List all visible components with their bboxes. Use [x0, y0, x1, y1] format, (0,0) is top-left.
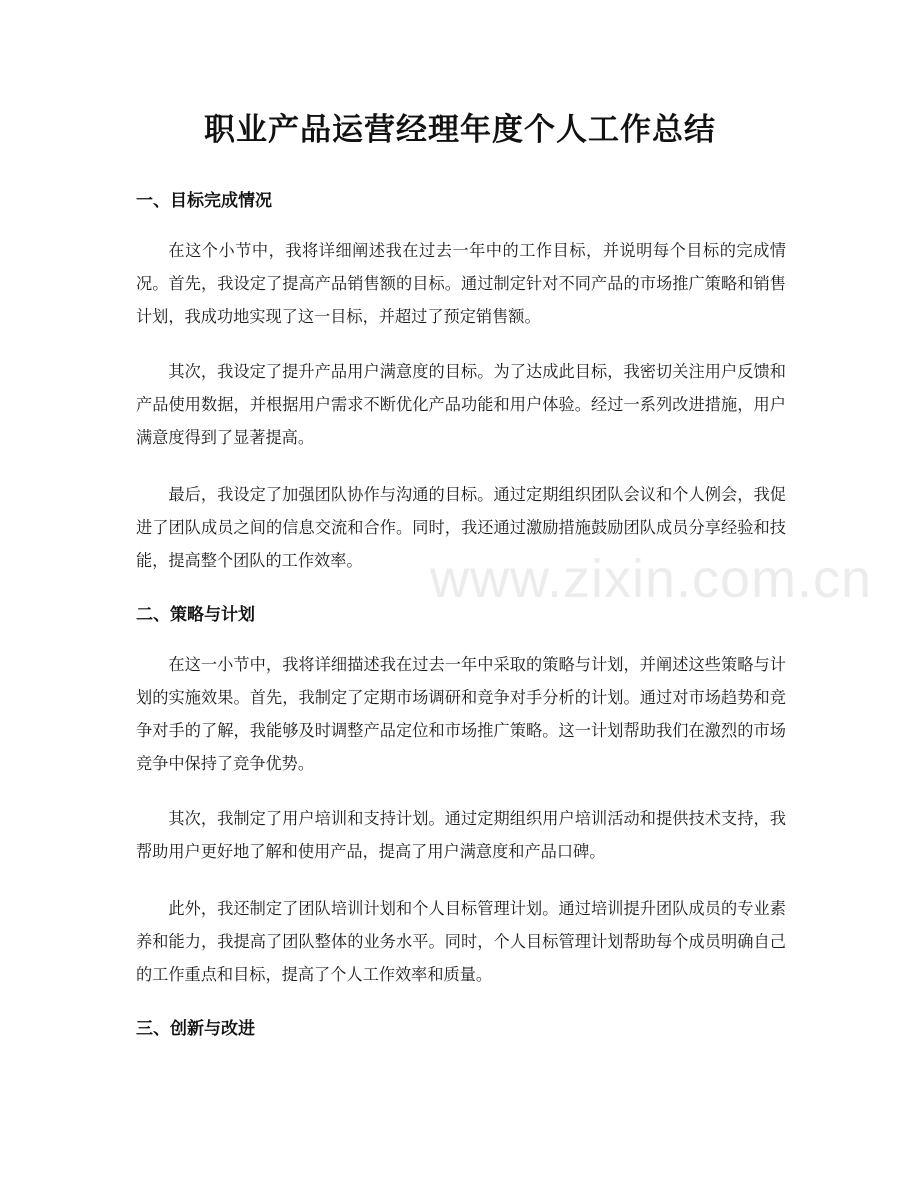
paragraph-goals-1: 在这个小节中，我将详细阐述我在过去一年中的工作目标，并说明每个目标的完成情况。首先，我设定了提高产品销售额的目标。通过制定针对不同产品的市场推广策略和销售计划，我成功地实现了这一目标，并超过了预定销售额。 [136, 241, 786, 326]
section-heading-innovation: 三、创新与改进 [136, 1019, 255, 1039]
document-title: 职业产品运营经理年度个人工作总结 [204, 112, 716, 148]
paragraph-goals-3: 最后，我设定了加强团队协作与沟通的目标。通过定期组织团队会议和个人例会，我促进了团队成员之间的信息交流和合作。同时，我还通过激励措施鼓励团队成员分享经验和技能，提高整个团队的工作效率。 [136, 485, 786, 570]
paragraph-strategy-3: 此外，我还制定了团队培训计划和个人目标管理计划。通过培训提升团队成员的专业素养和能力，我提高了团队整体的业务水平。同时，个人目标管理计划帮助每个成员明确自己的工作重点和目标，提高了个人工作效率和质量。 [136, 899, 786, 984]
watermark-text: www.zixin.com.cn [430, 549, 873, 609]
section-heading-goals: 一、目标完成情况 [136, 191, 272, 211]
section-heading-strategy: 二、策略与计划 [136, 605, 255, 625]
paragraph-strategy-2: 其次，我制定了用户培训和支持计划。通过定期组织用户培训活动和提供技术支持，我帮助用户更好地了解和使用产品，提高了用户满意度和产品口碑。 [136, 809, 786, 861]
paragraph-strategy-1: 在这一小节中，我将详细描述我在过去一年中采取的策略与计划，并阐述这些策略与计划的实施效果。首先，我制定了定期市场调研和竞争对手分析的计划。通过对市场趋势和竞争对手的了解，我能够及时调整产品定位和市场推广策略。这一计划帮助我们在激烈的市场竞争中保持了竞争优势。 [136, 655, 786, 773]
paragraph-goals-2: 其次，我设定了提升产品用户满意度的目标。为了达成此目标，我密切关注用户反馈和产品使用数据，并根据用户需求不断优化产品功能和用户体验。经过一系列改进措施，用户满意度得到了显著提高。 [136, 362, 786, 447]
